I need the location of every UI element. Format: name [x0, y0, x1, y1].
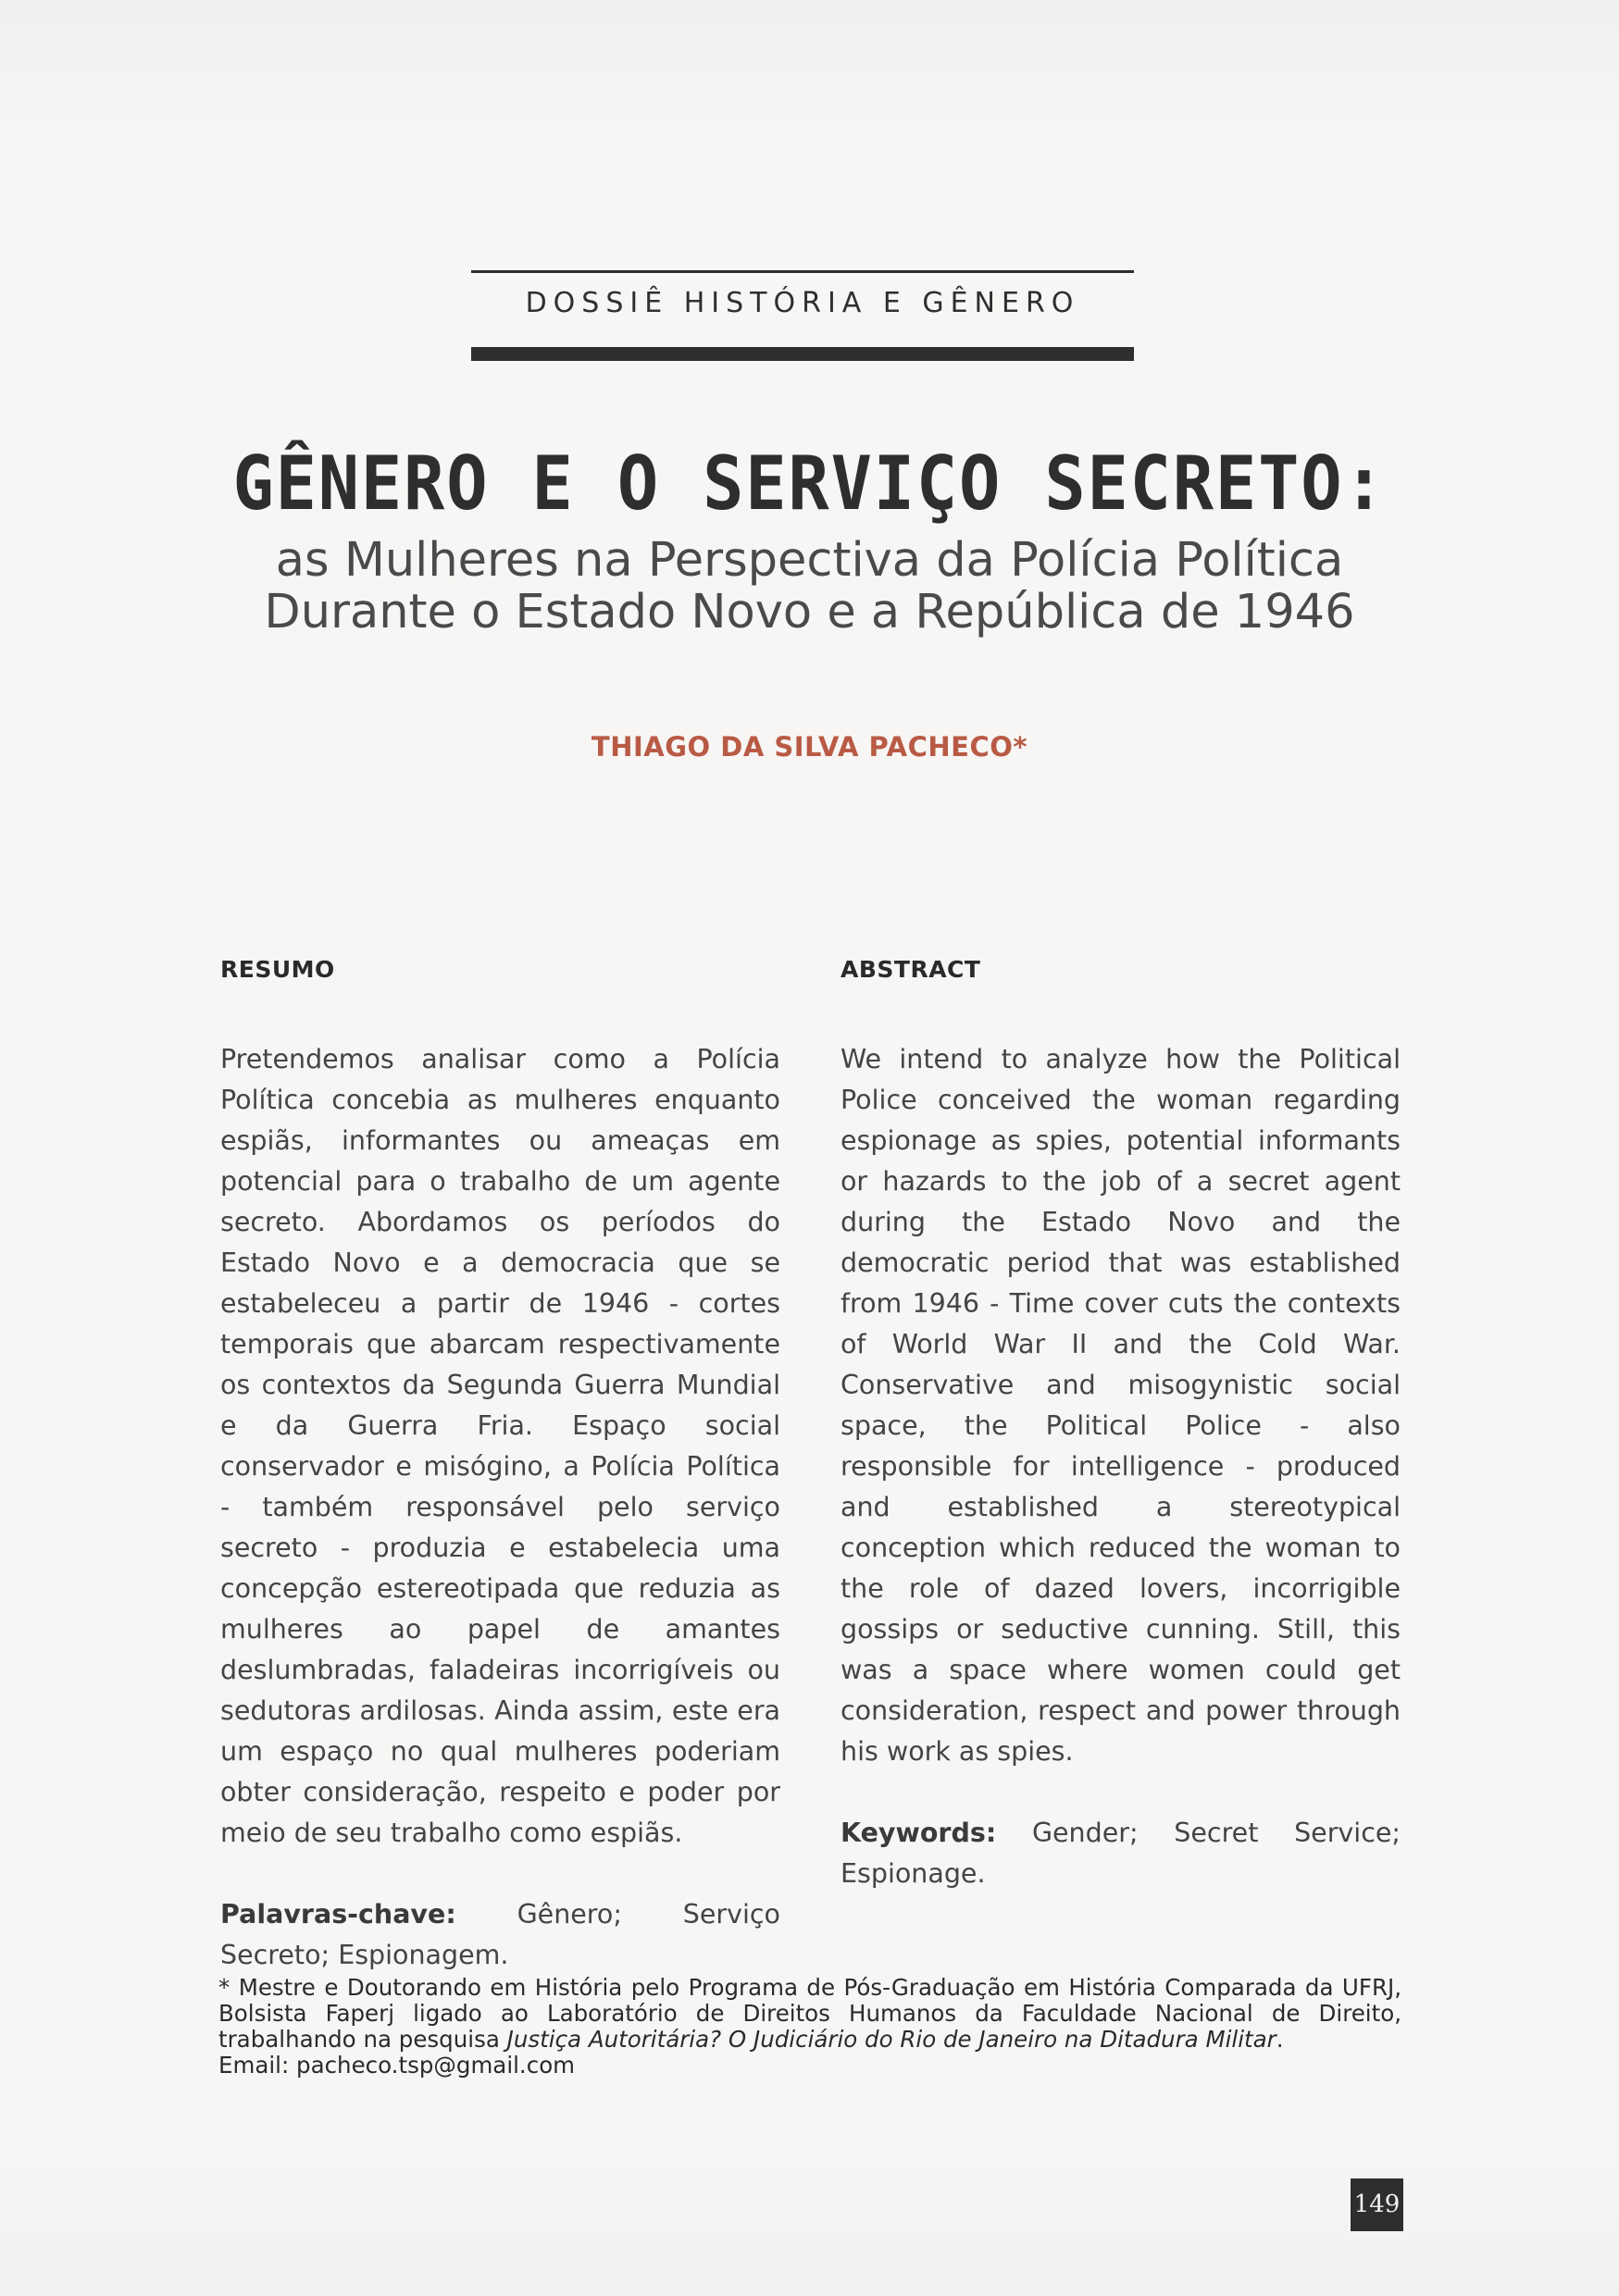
section-header: [471, 270, 1134, 361]
resumo-keywords-value: Gênero; Serviço Secreto; Espionagem.: [220, 1899, 780, 1970]
title-block: [139, 442, 1480, 639]
resumo-keywords-label: Palavras-chave:: [220, 1899, 456, 1930]
resumo-keywords: [220, 1894, 780, 1976]
abstract-keywords-value: Gender; Secret Service; Espionage.: [841, 1818, 1401, 1889]
abstract-column: [841, 953, 1401, 1894]
subtitle-line-2: Durante o Estado Novo e a República de 1946: [264, 585, 1355, 639]
article-title: GÊNERO E O SERVIÇO SECRETO:: [232, 441, 1387, 527]
resumo-heading: RESUMO: [220, 956, 335, 983]
abstract-keywords: [841, 1813, 1401, 1894]
resumo-column: [220, 953, 780, 1976]
resumo-body: [220, 1039, 780, 1976]
header-rule-thin: [471, 270, 1134, 273]
subtitle-line-1: as Mulheres na Perspectiva da Polícia Política: [275, 533, 1344, 588]
header-rule-thick: [471, 347, 1134, 361]
footnote-text: * Mestre e Doutorando em História pelo Programa de Pós-Graduação em História Comparada da UFRJ, Bolsista Faperj ligado ao Laboratório de Direitos Humanos da Faculdade Nacional de Direito, trabalhando na pesquisa: [218, 1974, 1401, 2053]
section-label: DOSSIÊ HISTÓRIA E GÊNERO: [525, 287, 1080, 319]
resumo-text: Pretendemos analisar como a Polícia Política concebia as mulheres enquanto espiãs, informantes ou ameaças em potencial para o trabalho de um agente secreto. Abordamos os períodos do Estado Novo e a democracia que se estabeleceu a partir de 1946 - cortes temporais que abarcam respectivamente os contextos da Segunda Guerra Mundial e da Guerra Fria. Espaço social conservador e misógino, a Polícia Política - também responsável pelo serviço secreto - produzia e estabelecia uma concepção estereotipada que reduzia as mulheres ao papel de amantes deslumbradas, faladeiras incorrigíveis ou sedutoras ardilosas. Ainda assim, este era um espaço no qual mulheres poderiam obter consideração, respeito e poder por meio de seu trabalho como espiãs.: [220, 1044, 780, 1848]
author-name: THIAGO DA SILVA PACHECO*: [591, 731, 1028, 763]
abstract-text: We intend to analyze how the Political Police conceived the woman regarding espionage as spies, potential informants or hazards to the job of a secret agent during the Estado Novo and the democratic period that was established from 1946 - Time cover cuts the contexts of World War II and the Cold War. Conservative and misogynistic social space, the Political Police - also responsible for intelligence - produced and established a stereotypical conception which reduced the woman to the role of dazed lovers, incorrigible gossips or seductive cunning. Still, this was a space where women could get consideration, respect and power through his work as spies.: [841, 1044, 1401, 1767]
abstract-body: [841, 1039, 1401, 1894]
footnote-research-title: Justiça Autoritária? O Judiciário do Rio de Janeiro na Ditadura Militar: [506, 2026, 1277, 2053]
abstract-keywords-label: Keywords:: [841, 1818, 997, 1848]
page-number: 149: [1351, 2178, 1403, 2231]
footnote-affiliation: [218, 1975, 1401, 2053]
footnote-email: Email: pacheco.tsp@gmail.com: [218, 2052, 576, 2079]
author-footnote: [218, 1975, 1401, 2079]
abstract-heading: ABSTRACT: [841, 956, 981, 983]
article-subtitle: [139, 535, 1480, 639]
footnote-period: .: [1276, 2026, 1284, 2053]
